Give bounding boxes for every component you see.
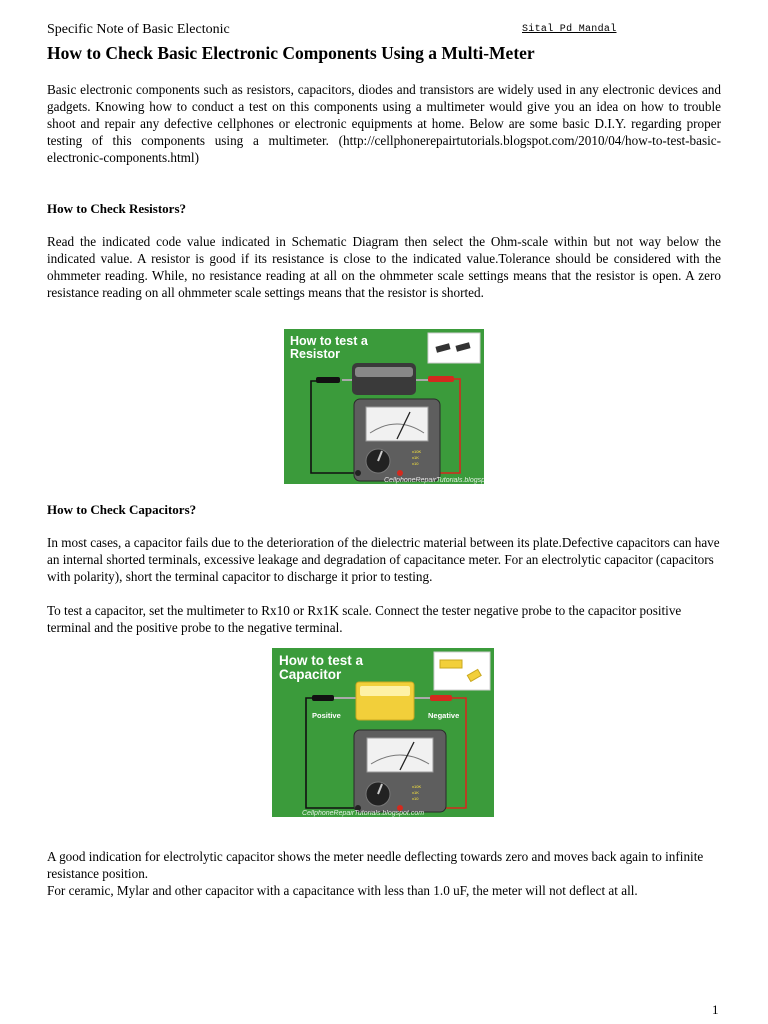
svg-text:x10: x10 (412, 796, 419, 801)
svg-text:x10: x10 (412, 461, 419, 466)
capacitor-test-illustration (272, 648, 494, 817)
negative-label: Negative (428, 711, 460, 720)
svg-text:x1K: x1K (412, 455, 419, 460)
capacitor-figure-watermark: CellphoneRepairTutorials.blogspot.com (302, 810, 425, 817)
capacitor-heading: How to Check Capacitors? (47, 502, 197, 517)
svg-text:x10K: x10K (412, 449, 422, 454)
header-author: Sital Pd Mandal (522, 24, 617, 35)
resistor-figure-title-2: Resistor (290, 347, 341, 361)
resistor-heading: How to Check Resistors? (47, 201, 187, 216)
positive-label: Positive (312, 711, 341, 720)
capacitor-paragraph-4: For ceramic, Mylar and other capacitor with a capacitance with less than 1.0 uF, the meter will not deflect at all. (47, 883, 638, 898)
resistor-figure-title-1: How to test a (290, 334, 368, 348)
capacitor-figure-title-1: How to test a (279, 653, 364, 668)
capacitor-figure (272, 648, 494, 817)
svg-text:x10K: x10K (412, 784, 422, 789)
header-left: Specific Note of Basic Electonic (47, 22, 230, 37)
resistor-paragraph: Read the indicated code value indicated in Schematic Diagram then select the Ohm-scale within but not way below the indicated value. A resistor is good if its resistance is close to the indicated value.Tolerance should be considered with the ohmmeter reading. While, no resistance reading at all on the ohmmeter scale settings means that the resistor is open. A zero resistance reading on all ohmmeter scale settings means that the resistor is shorted. (47, 234, 721, 300)
capacitor-paragraph-2: To test a capacitor, set the multimeter to Rx10 or Rx1K scale. Connect the tester negative probe to the capacitor positive terminal and the positive probe to the negative terminal. (47, 603, 682, 635)
page-number: 1 (712, 1002, 719, 1017)
resistor-test-illustration (284, 329, 507, 484)
svg-text:x1K: x1K (412, 790, 419, 795)
capacitor-paragraph-3: A good indication for electrolytic capacitor shows the meter needle deflecting towards zero and moves back again to infinite resistance position. (47, 849, 704, 881)
capacitor-figure-title-2: Capacitor (279, 667, 342, 682)
intro-paragraph: Basic electronic components such as resistors, capacitors, diodes and transistors are widely used in any electronic devices and gadgets. Knowing how to conduct a test on this components using a multimeter would give you an idea on how to trouble shoot and repair any defective cellphones or electronic equipments at home. Below are some basic D.I.Y. regarding proper testing of this components using a multimeter. (http://cellphonerepairtutorials.blogspot.com/2010/04/how-to-test-basic-electronic-components.html) (47, 82, 721, 165)
capacitor-paragraph-1: In most cases, a capacitor fails due to the deterioration of the dielectric material between its plate.Defective capacitors can have an internal shorted terminals, excessive leakage and degradation of capacitance meter. For an electrolytic capacitor (capacitors with polarity), short the terminal capacitor to discharge it prior to testing. (47, 535, 720, 584)
resistor-figure-watermark: CellphoneRepairTutorials.blogspot.com (384, 477, 507, 484)
resistor-figure (284, 329, 507, 484)
page-title: How to Check Basic Electronic Components Using a Multi-Meter (47, 43, 535, 63)
